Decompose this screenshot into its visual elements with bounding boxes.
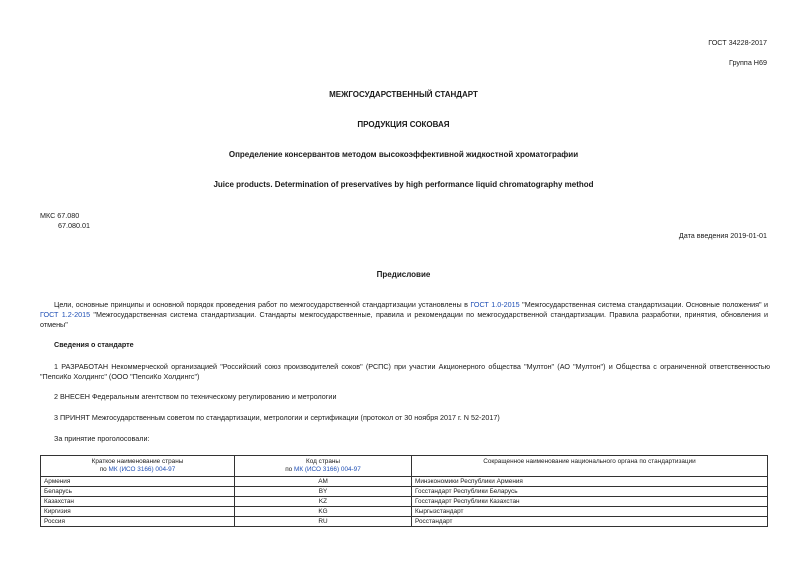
country-cell: Армения [41, 477, 235, 487]
national-body-cell: Госстандарт Республики Казахстан [412, 497, 768, 507]
developed-by-line1: 1 РАЗРАБОТАН Некоммерческой организацией "Российский союз производителей соков" (РСПС) при участии Акционерного общества "Мултон" (АО "Мултон") и Общества с ограниченной ответственностью [54, 362, 770, 371]
table-header-row [41, 456, 768, 477]
national-body-cell: Росстандарт [412, 517, 768, 527]
foreword-text-3: "Межгосударственная система стандартизации. Стандарты межгосударственные, правила и рекомендации по межгосударственной стандартизации. Правила разработки, принятия, обновления и [93, 310, 769, 319]
table-row [41, 517, 768, 527]
standard-type-title: МЕЖГОСУДАРСТВЕННЫЙ СТАНДАРТ [329, 90, 478, 99]
document-group: Группа Н69 [729, 58, 767, 67]
country-cell: Беларусь [41, 487, 235, 497]
foreword-paragraph-line2 [40, 310, 768, 319]
foreword-text-1: Цели, основные принципы и основной порядок проведения работ по межгосударственной стандартизации установлены в [54, 300, 468, 309]
subject-title-ru: Определение консервантов методом высокоэффективной жидкостной хроматографии [228, 150, 579, 159]
mks-code-1: МКС 67.080 [40, 211, 80, 220]
product-title: ПРОДУКЦИЯ СОКОВАЯ [357, 120, 450, 129]
foreword-paragraph-line1 [40, 300, 768, 309]
voted-for-label: За принятие проголосовали: [54, 434, 150, 443]
developed-by-line2: "ПепсиКо Холдингс" (ООО "ПепсиКо Холдингс") [40, 372, 200, 381]
foreword-text-4: отмены" [40, 320, 68, 329]
table-row [41, 507, 768, 517]
adopted-by: 3 ПРИНЯТ Межгосударственным советом по стандартизации, метрологии и сертификации (протокол от 30 ноября 2017 г. N 52-2017) [54, 413, 500, 422]
gost-1-0-2015-link[interactable]: ГОСТ 1.0-2015 [470, 300, 520, 309]
code-cell: KZ [235, 497, 412, 507]
introduction-date: Дата введения 2019-01-01 [678, 231, 767, 240]
standard-info-heading: Сведения о стандарте [54, 340, 134, 349]
code-cell: KG [235, 507, 412, 517]
foreword-heading: Предисловие [376, 270, 431, 279]
country-cell: Киргизия [41, 507, 235, 517]
gost-1-2-2015-link[interactable]: ГОСТ 1.2-2015 [40, 310, 91, 319]
code-cell: AM [235, 477, 412, 487]
table-row [41, 477, 768, 487]
code-cell: RU [235, 517, 412, 527]
column-header-national-body: Сокращенное наименование национального органа по стандартизации [412, 456, 768, 477]
column-header-country: Краткое наименование страны по МК (ИСО 3166) 004-97 [41, 456, 235, 477]
introduced-by: 2 ВНЕСЕН Федеральным агентством по техническому регулированию и метрологии [54, 392, 337, 401]
table-row [41, 497, 768, 507]
subject-title-en: Juice products. Determination of preservatives by high performance liquid chromatography method [213, 180, 594, 189]
mk-iso-3166-link[interactable]: МК (ИСО 3166) 004-97 [294, 466, 361, 473]
mk-iso-3166-link[interactable]: МК (ИСО 3166) 004-97 [108, 466, 176, 473]
column-header-code: Код страны по МК (ИСО 3166) 004-97 [235, 456, 412, 477]
national-body-cell: Госстандарт Республики Беларусь [412, 487, 768, 497]
country-cell: Казахстан [41, 497, 235, 507]
voting-countries-table [40, 455, 768, 527]
code-cell: BY [235, 487, 412, 497]
document-number: ГОСТ 34228-2017 [708, 38, 767, 47]
foreword-text-2: "Межгосударственная система стандартизации. Основные положения" и [522, 300, 769, 309]
national-body-cell: Минэкономики Республики Армения [412, 477, 768, 487]
mks-code-2: 67.080.01 [58, 221, 90, 230]
table-row [41, 487, 768, 497]
national-body-cell: Кыргызстандарт [412, 507, 768, 517]
country-cell: Россия [41, 517, 235, 527]
